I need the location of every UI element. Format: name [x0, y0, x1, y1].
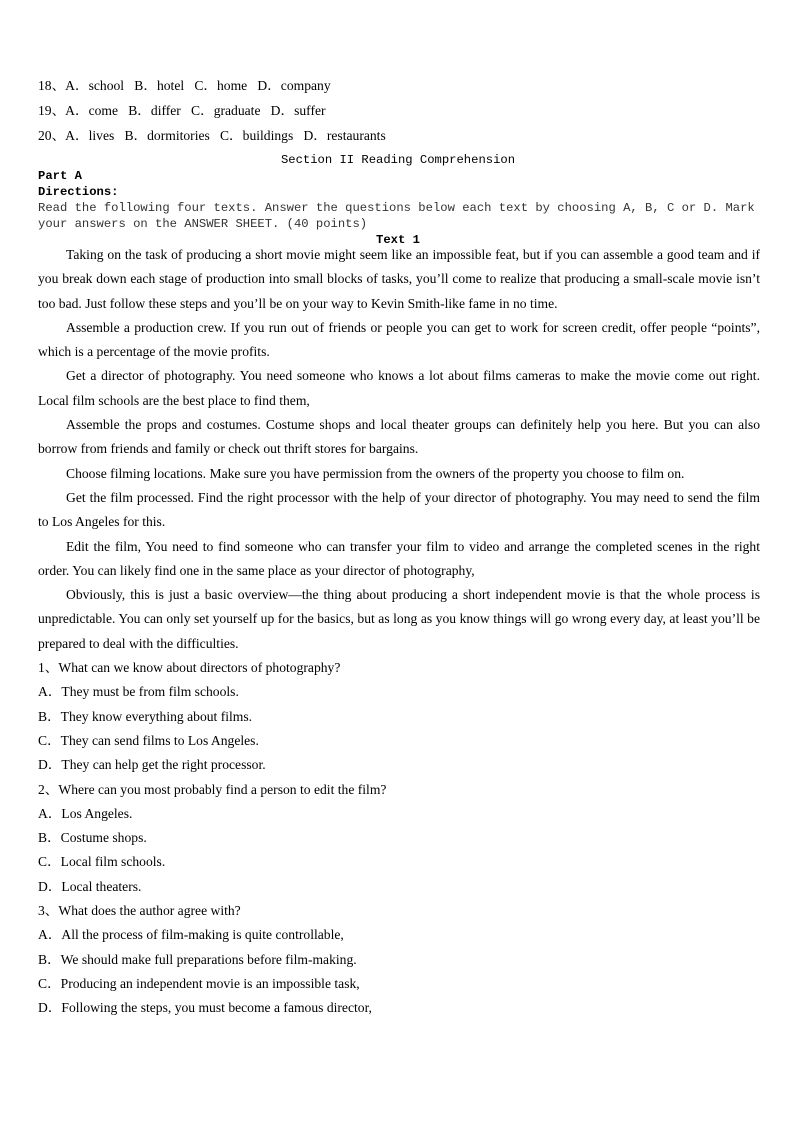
option-line-19: 19、A．come B．differ C．graduate D．suffer [38, 103, 326, 118]
question-stem: 1、What can we know about directors of photography? [38, 660, 341, 676]
reading-passage [38, 243, 760, 1021]
paragraph: Assemble a production crew. If you run out of friends or people you can get to work for screen credit, offer people “points”, which is a percentage of the movie profits. [38, 319, 760, 360]
question-choice: D．Following the steps, you must become a famous director, [38, 1000, 372, 1016]
previous-cloze-options [38, 73, 758, 148]
question-choice: C．Producing an independent movie is an impossible task, [38, 975, 360, 991]
paragraph: Choose filming locations. Make sure you have permission from the owners of the property you choose to film on. [66, 465, 685, 481]
question-choice: B．Costume shops. [38, 830, 147, 846]
paragraph: Get the film processed. Find the right processor with the help of your director of photography. You may need to send the film to Los Angeles for this. [38, 489, 760, 530]
paragraph: Taking on the task of producing a short movie might seem like an impossible feat, but if you can assemble a good team and if you break down each stage of production into small blocks of tasks, you’ll come to realize that producing a small-scale movie isn’t too bad. Just follow these steps and you’ll be on your way to Kevin Smith-like fame in no time. [38, 247, 760, 311]
question-choice: D．They can help get the right processor. [38, 757, 266, 773]
option-line-20: 20、A．lives B．dormitories C．buildings D．restaurants [38, 128, 386, 143]
question-choice: A．They must be from film schools. [38, 684, 239, 700]
question-choice: D．Local theaters. [38, 878, 142, 894]
paragraph: Edit the film, You need to find someone who can transfer your film to video and arrange the completed scenes in the right order. You can likely find one in the same place as your director of photography, [38, 538, 760, 578]
text-title: Text 1 [376, 233, 420, 247]
directions-text: Read the following four texts. Answer the questions below each text by choosing A, B, C or D. Mark your answers on the ANSWER SHEET. (40 points) [38, 201, 755, 231]
question-choice: B．We should make full preparations before film-making. [38, 951, 357, 967]
option-line-18: 18、A．school B．hotel C．home D．company [38, 78, 331, 93]
question-choice: A．Los Angeles. [38, 805, 133, 821]
question-choice: C．Local film schools. [38, 854, 166, 870]
question-choice: C．They can send films to Los Angeles. [38, 732, 259, 748]
paragraph: Obviously, this is just a basic overview—the thing about producing a short independent movie is that the whole process is unpredictable. You can only set yourself up for the basics, but as long as you know things will go wrong every day, at least you’ll be prepared to deal with the difficulties. [38, 587, 760, 651]
section-title: Section II Reading Comprehension [280, 153, 516, 167]
paragraph: Assemble the props and costumes. Costume shops and local theater groups can definitely help you here. But you can also borrow from friends and family or check out thrift stores for bargains. [38, 417, 760, 457]
question-choice: A．All the process of film-making is quite controllable, [38, 927, 344, 943]
directions-label: Directions: [38, 185, 119, 199]
section-header [38, 152, 758, 248]
paragraph: Get a director of photography. You need someone who knows a lot about films cameras to make the movie come out right. Local film schools are the best place to find them, [38, 368, 760, 408]
question-stem: 2、Where can you most probably find a person to edit the film? [38, 781, 387, 797]
question-choice: B．They know everything about films. [38, 708, 253, 724]
part-label: Part A [38, 169, 82, 183]
question-stem: 3、What does the author agree with? [38, 903, 241, 919]
